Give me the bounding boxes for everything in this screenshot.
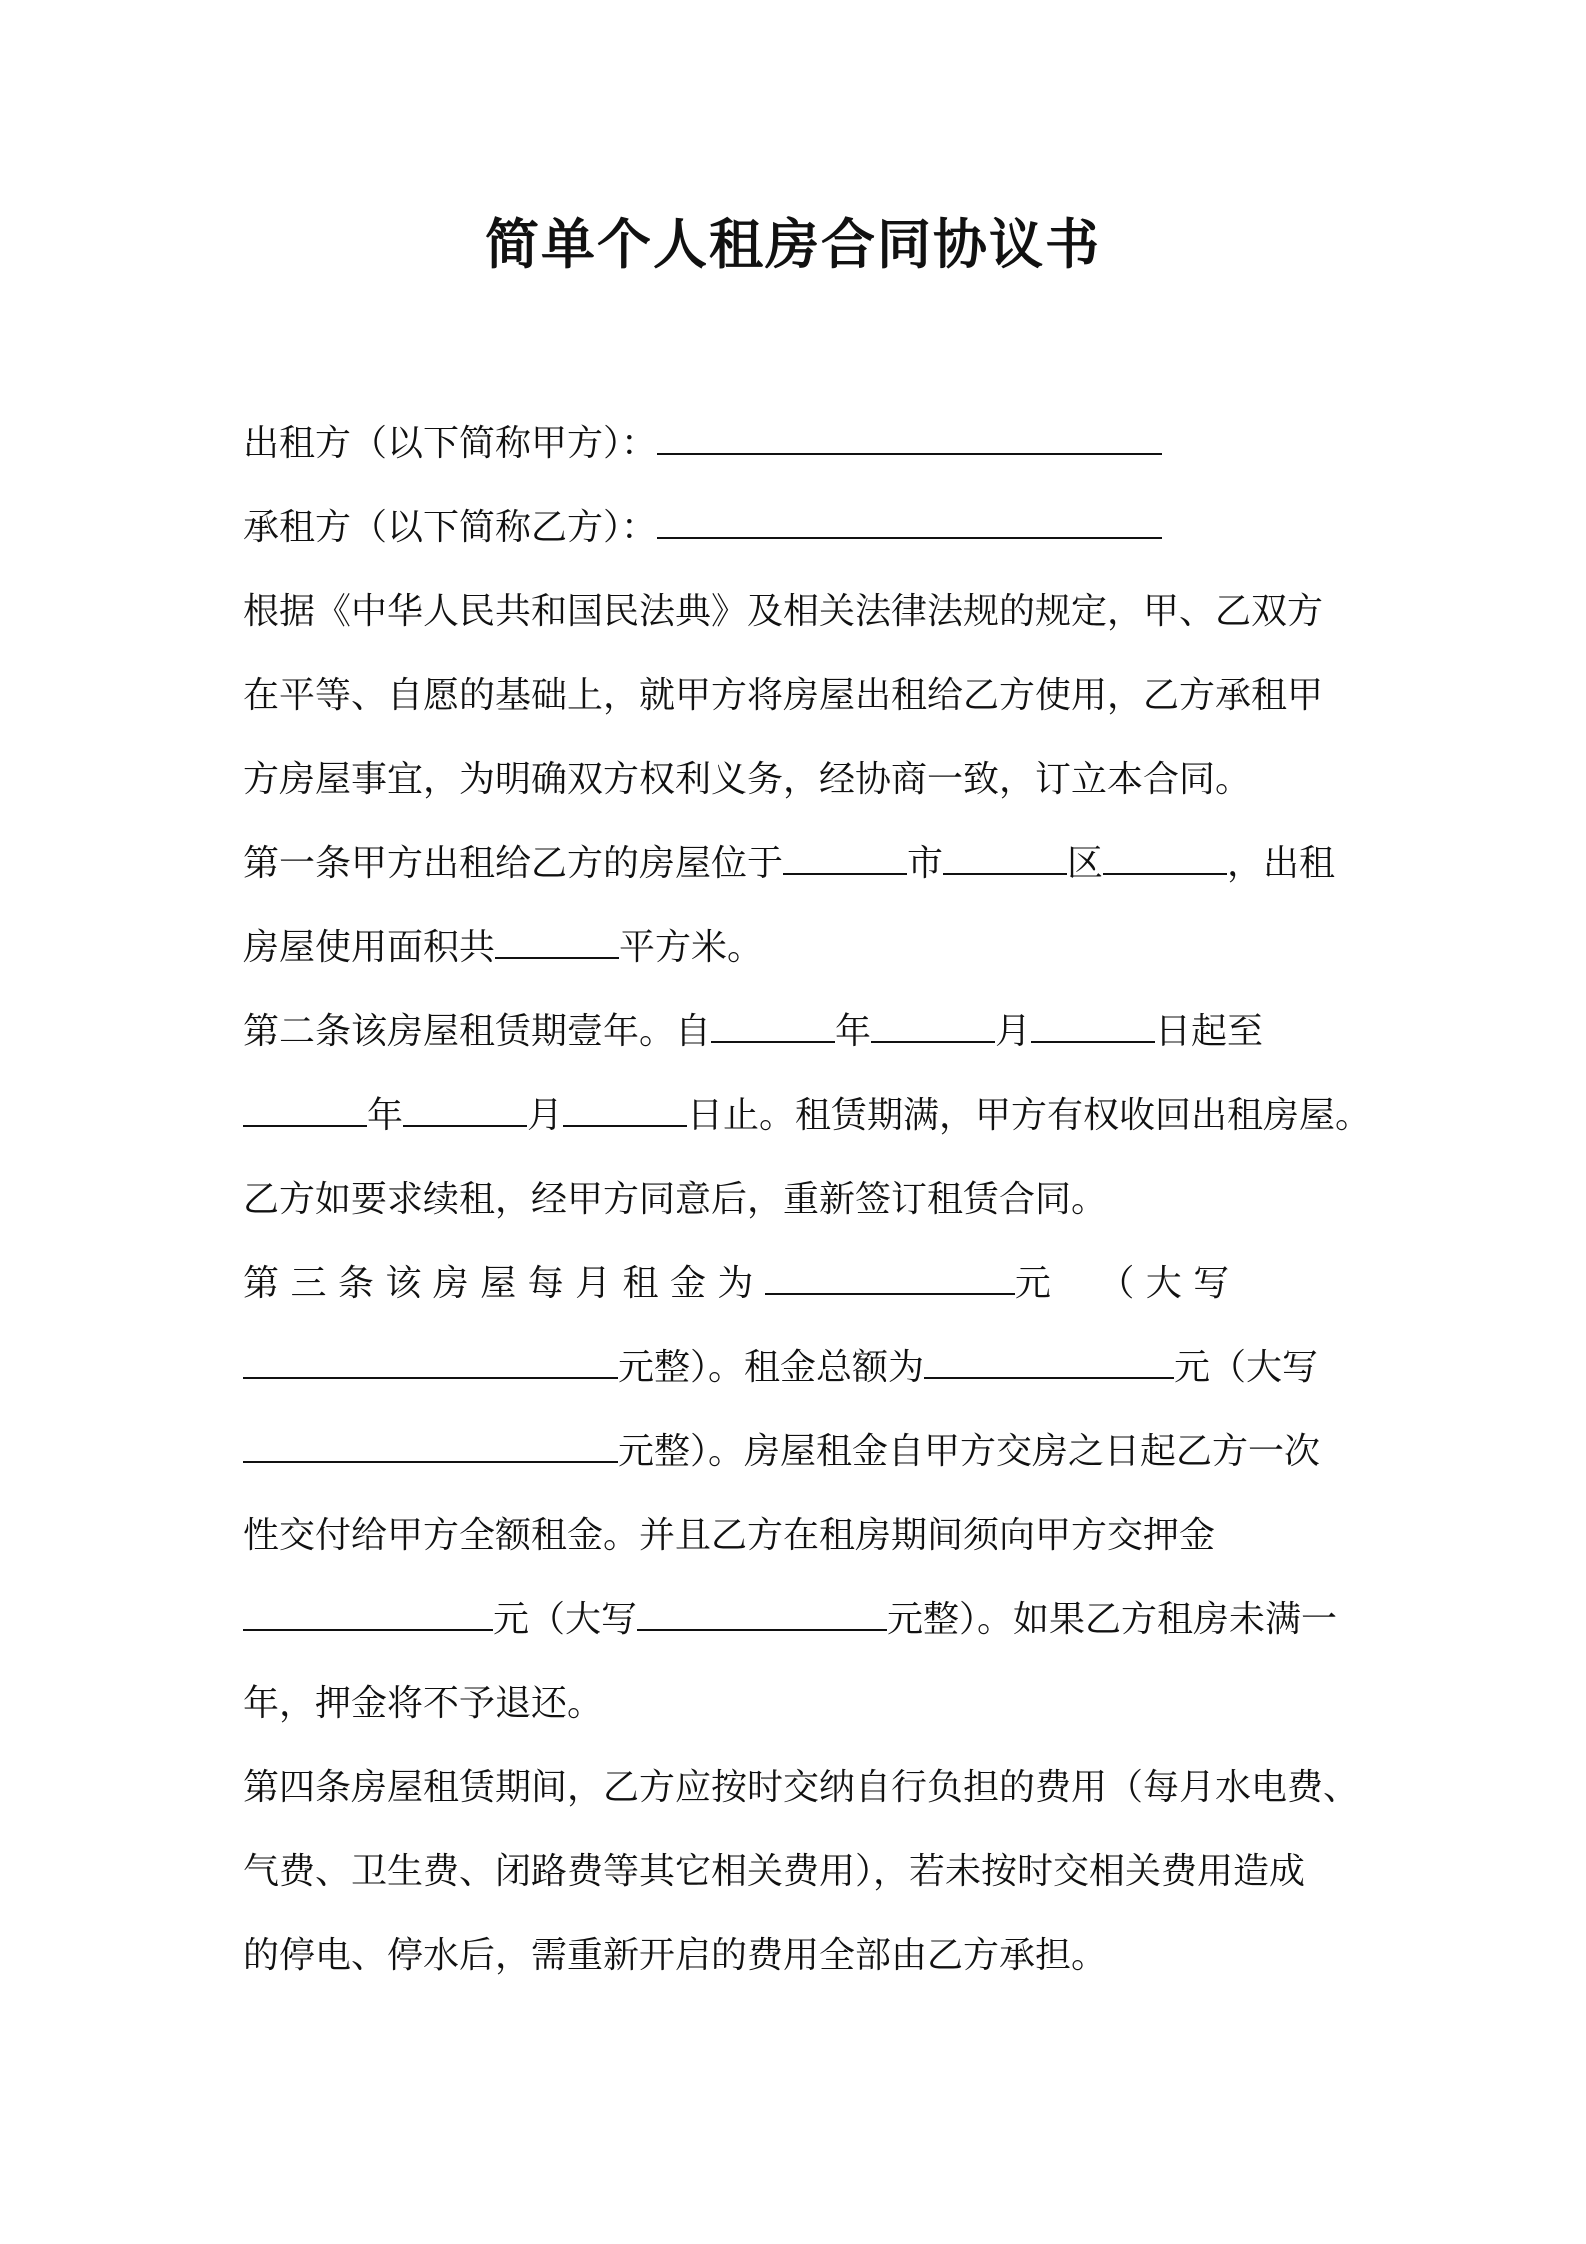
city-label: 市 (907, 843, 944, 884)
total-rent-blank (924, 1347, 1174, 1379)
deposit-blank (243, 1599, 493, 1631)
monthly-rent-unit: 元 (1014, 1263, 1051, 1304)
lessee-name-blank (657, 507, 1162, 539)
preamble-line-1: 根据《中华人民共和国民法典》及相关法律法规的规定，甲、乙双方 (243, 591, 1324, 632)
start-month-label: 月 (995, 1011, 1032, 1052)
total-rent-daxie-blank (243, 1431, 618, 1463)
article3-line-4: 性交付给甲方全额租金。并且乙方在租房期间须向甲方交押金 (243, 1515, 1216, 1556)
deposit-daxie-blank (637, 1599, 887, 1631)
area-blank (495, 927, 619, 959)
article1-tail: ，出租 (1227, 843, 1336, 884)
article1-text: 第一条甲方出租给乙方的房屋位于 (243, 843, 784, 884)
start-day-blank (1031, 1011, 1155, 1043)
article3-text: 第 三 条 该 房 屋 每 月 租 金 为 (243, 1263, 754, 1304)
start-day-label: 日起至 (1155, 1011, 1264, 1052)
article1-line-2 (243, 906, 1358, 990)
article2-line-1 (243, 990, 1358, 1074)
monthly-rent-daxie: （ 大 写 (1098, 1263, 1230, 1304)
end-month-label: 月 (527, 1095, 564, 1136)
area-unit: 平方米。 (619, 927, 764, 968)
document-body (243, 402, 1372, 1998)
monthly-rent-daxie-blank (243, 1347, 618, 1379)
lessee-label: 承租方（以下简称乙方）： (243, 507, 658, 548)
start-month-blank (871, 1011, 995, 1043)
deposit-unit: 元（大写 (493, 1599, 638, 1640)
preamble-line-3: 方房屋事宜，为明确双方权利义务，经协商一致，订立本合同。 (243, 759, 1252, 800)
article4-line-1: 第四条房屋租赁期间，乙方应按时交纳自行负担的费用（每月水电费、 (243, 1767, 1360, 1808)
district-label: 区 (1067, 843, 1104, 884)
total-rent-label: 元整）。租金总额为 (618, 1347, 925, 1388)
lessor-name-blank (657, 423, 1162, 455)
article3-line-3 (243, 1410, 1358, 1494)
end-year-label: 年 (367, 1095, 404, 1136)
article2-text: 第二条该房屋租赁期壹年。自 (243, 1011, 712, 1052)
end-year-blank (243, 1095, 367, 1127)
article3-line-2 (243, 1326, 1358, 1410)
end-day-label: 日止。租赁期满，甲方有权收回出租房屋。 (687, 1095, 1372, 1136)
lessor-line (243, 402, 1358, 486)
article4-line-2: 气费、卫生费、闭路费等其它相关费用），若未按时交相关费用造成 (243, 1851, 1306, 1892)
payment-text: 元整）。房屋租金自甲方交房之日起乙方一次 (618, 1431, 1321, 1472)
lessee-line (243, 486, 1358, 570)
article4-line-3: 的停电、停水后，需重新开启的费用全部由乙方承担。 (243, 1935, 1108, 1976)
preamble-line-2: 在平等、自愿的基础上，就甲方将房屋出租给乙方使用，乙方承租甲 (243, 675, 1324, 716)
article3-line-5 (243, 1578, 1358, 1662)
document-title: 简单个人租房合同协议书 (485, 213, 1101, 276)
start-year-blank (711, 1011, 835, 1043)
street-blank (1103, 843, 1227, 875)
district-blank (943, 843, 1067, 875)
area-label: 房屋使用面积共 (243, 927, 496, 968)
article2-line-3: 乙方如要求续租，经甲方同意后，重新签订租赁合同。 (243, 1179, 1108, 1220)
end-day-blank (563, 1095, 687, 1127)
lessor-label: 出租方（以下简称甲方）： (243, 423, 658, 464)
deposit-tail: 元整）。如果乙方租房未满一 (887, 1599, 1338, 1640)
article2-line-2 (243, 1074, 1372, 1158)
monthly-rent-blank (765, 1263, 1015, 1295)
total-rent-daxie: 元（大写 (1174, 1347, 1319, 1388)
end-month-blank (403, 1095, 527, 1127)
article3-line-1 (243, 1242, 1358, 1326)
city-blank (783, 843, 907, 875)
article3-line-6: 年，押金将不予退还。 (243, 1683, 604, 1724)
article1-line-1 (243, 822, 1358, 906)
start-year-label: 年 (835, 1011, 872, 1052)
